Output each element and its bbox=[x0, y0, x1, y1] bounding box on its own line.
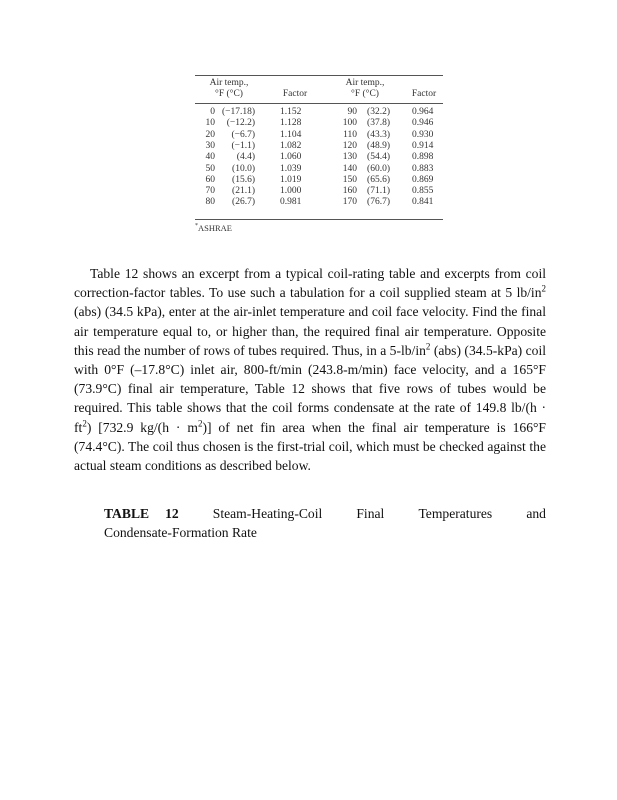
cell-factor: 0.883 bbox=[412, 163, 434, 174]
caption-label-group bbox=[104, 504, 179, 523]
cell-factor: 0.981 bbox=[280, 197, 302, 208]
paragraph-text: (abs) (34.5-kPa) coil with 0°F (–17.8°C) inlet air, 800-ft/min (243.8-m/min) face velocity, and a 165°F (73.9°C) final air temperature, Table 12 shows that five rows of tubes would be required. This table shows that the coil forms condensate at the rate of 149.8 lb/(h · ft bbox=[74, 342, 546, 435]
header-air-temp-2-line1: Air temp., bbox=[345, 78, 385, 88]
cell-temp-f: 110 bbox=[343, 129, 357, 140]
cell-temp-c: (15.6) bbox=[232, 174, 255, 185]
cell-temp-f: 70 bbox=[205, 186, 215, 197]
table-top-rule bbox=[195, 75, 443, 76]
table-header-rule bbox=[195, 103, 443, 104]
cell-temp-f: 0 bbox=[210, 107, 215, 117]
superscript: 2 bbox=[82, 418, 87, 429]
cell-factor: 0.930 bbox=[412, 129, 434, 140]
cell-temp-c: (4.4) bbox=[236, 152, 255, 163]
paragraph-text: )] of net fin area when the final air temperature is 166°F (74.4°C). The coil thus chosen is the first-trial coil, which must be checked against the actual steam conditions as described below. bbox=[74, 419, 546, 474]
cell-temp-c: (−17.18) bbox=[221, 107, 255, 117]
caption-number: 12 bbox=[165, 506, 179, 521]
footnote-mark: * bbox=[195, 223, 198, 230]
cell-temp-f: 120 bbox=[342, 140, 357, 151]
caption-line-2: Condensate-Formation Rate bbox=[104, 525, 257, 541]
cell-temp-f: 10 bbox=[205, 118, 215, 129]
cell-factor: 1.000 bbox=[280, 186, 302, 197]
cell-temp-f: 40 bbox=[205, 152, 215, 163]
cell-factor: 0.914 bbox=[412, 140, 434, 151]
cell-temp-f: 50 bbox=[205, 163, 215, 174]
footnote-text: ASHRAE bbox=[198, 223, 233, 233]
table-bottom-rule bbox=[195, 219, 443, 220]
header-air-temp-1-line1: Air temp., bbox=[209, 78, 249, 88]
cell-temp-f: 160 bbox=[342, 186, 357, 197]
cell-temp-f: 30 bbox=[205, 140, 215, 151]
superscript: 2 bbox=[541, 283, 546, 294]
header-air-temp-1-line2: °F (°C) bbox=[215, 89, 243, 99]
table-row bbox=[195, 130, 443, 141]
caption-word: Temperatures bbox=[418, 506, 493, 521]
paragraph-text: ) [732.9 kg/(h · m bbox=[86, 419, 198, 435]
table-footnote bbox=[195, 223, 232, 233]
cell-temp-c: (21.1) bbox=[232, 186, 255, 197]
cell-factor: 0.964 bbox=[412, 107, 434, 117]
cell-factor: 1.039 bbox=[280, 163, 302, 174]
cell-temp-f: 170 bbox=[342, 197, 357, 208]
cell-temp-f: 150 bbox=[342, 174, 357, 185]
cell-factor: 0.855 bbox=[412, 186, 434, 197]
cell-temp-f: 100 bbox=[342, 118, 357, 129]
header-air-temp-2 bbox=[335, 78, 395, 100]
cell-temp-c: (−6.7) bbox=[231, 129, 255, 140]
cell-temp-c: (37.8) bbox=[367, 118, 390, 129]
cell-temp-c: (71.1) bbox=[367, 186, 390, 197]
header-factor-2: Factor bbox=[411, 89, 437, 99]
header-air-temp-2-line2: °F (°C) bbox=[351, 89, 379, 99]
cell-temp-c: (10.0) bbox=[232, 163, 255, 174]
superscript: 2 bbox=[197, 418, 203, 429]
caption-word: Steam-Heating-Coil bbox=[212, 506, 323, 521]
cell-factor: 1.152 bbox=[280, 107, 302, 117]
cell-temp-f: 140 bbox=[342, 163, 357, 174]
cell-factor: 0.841 bbox=[412, 197, 434, 208]
cell-factor: 0.869 bbox=[412, 174, 434, 185]
table-row bbox=[195, 152, 443, 163]
cell-factor: 1.082 bbox=[280, 140, 302, 151]
cell-factor: 0.898 bbox=[412, 152, 434, 163]
table-row bbox=[195, 186, 443, 197]
cell-temp-c: (26.7) bbox=[232, 197, 255, 208]
table-row bbox=[195, 164, 443, 175]
paragraph-text: Table 12 shows an excerpt from a typical coil-rating table and excerpts from coil correction-factor tables. To use such a tabulation for a coil supplied steam at 5 lb/in bbox=[74, 266, 546, 301]
caption-word: Final bbox=[356, 506, 385, 521]
cell-temp-c: (43.3) bbox=[367, 129, 390, 140]
cell-temp-f: 90 bbox=[347, 107, 357, 117]
cell-temp-f: 60 bbox=[205, 174, 215, 185]
table-row bbox=[195, 141, 443, 152]
paragraph-text: (abs) (34.5 kPa), enter at the air-inlet temperature and coil face velocity. Find the final air temperature equal to, or higher than, the required final air temperature. Opposite this read the number of rows of tubes required. Thus, in a 5-lb/in bbox=[74, 304, 546, 358]
cell-factor: 1.019 bbox=[280, 174, 302, 185]
superscript: 2 bbox=[425, 341, 431, 352]
cell-temp-c: (54.4) bbox=[367, 152, 390, 163]
caption-word: and bbox=[526, 506, 546, 521]
cell-temp-c: (−12.2) bbox=[226, 118, 255, 129]
header-air-temp-1 bbox=[199, 78, 259, 100]
cell-temp-f: 130 bbox=[342, 152, 357, 163]
cell-factor: 0.946 bbox=[412, 118, 434, 129]
cell-temp-c: (48.9) bbox=[367, 140, 390, 151]
cell-temp-c: (−1.1) bbox=[231, 140, 255, 151]
cell-temp-c: (65.6) bbox=[367, 174, 390, 185]
table-row bbox=[195, 197, 443, 208]
cell-factor: 1.128 bbox=[280, 118, 302, 129]
table-row bbox=[195, 118, 443, 129]
cell-temp-c: (32.2) bbox=[367, 107, 390, 117]
cell-temp-f: 20 bbox=[205, 129, 215, 140]
table-caption bbox=[104, 504, 546, 542]
table-row bbox=[195, 107, 443, 118]
cell-factor: 1.060 bbox=[280, 152, 302, 163]
caption-label: TABLE bbox=[104, 506, 150, 521]
table-row bbox=[195, 175, 443, 186]
body-paragraph bbox=[74, 264, 546, 475]
cell-factor: 1.104 bbox=[280, 129, 302, 140]
cell-temp-c: (76.7) bbox=[367, 197, 390, 208]
header-factor-1: Factor bbox=[282, 89, 308, 99]
cell-temp-c: (60.0) bbox=[367, 163, 390, 174]
caption-line-1 bbox=[104, 504, 546, 523]
cell-temp-f: 80 bbox=[205, 197, 215, 208]
